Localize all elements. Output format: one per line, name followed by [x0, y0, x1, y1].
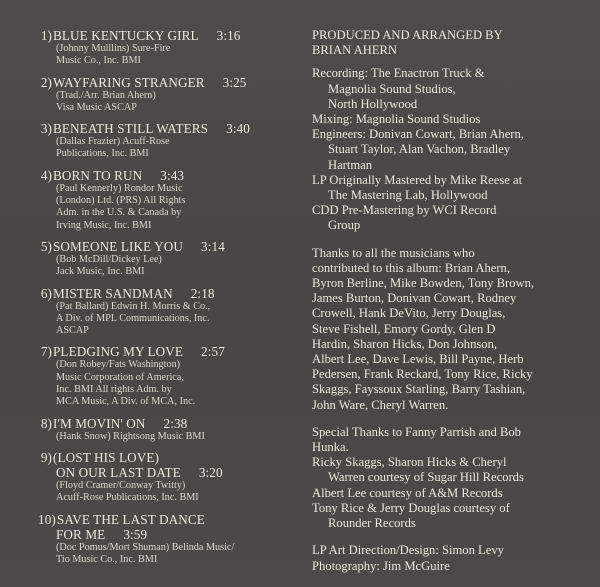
mixing-line: Mixing: Magnolia Sound Studios — [312, 112, 481, 127]
track-item — [38, 168, 300, 232]
track-credit-line: Irving Music, Inc. BMI — [56, 219, 152, 231]
track-title: PLEDGING MY LOVE — [53, 344, 184, 360]
track-heading — [38, 344, 300, 359]
track-credit-line: Acuff-Rose Publications, Inc. BMI — [56, 492, 199, 504]
track-credit-line: A Div. of MPL Communications, Inc. — [56, 312, 210, 324]
thanks-line: Byron Berline, Mike Bowden, Tony Brown, — [312, 276, 535, 291]
track-credit-line: MCA Music, A Div. of MCA, Inc. — [56, 396, 196, 408]
track-item — [38, 121, 300, 161]
track-item — [38, 416, 300, 443]
recording-block — [312, 66, 592, 112]
track-heading — [38, 416, 300, 431]
thanks-line: contributed to this album: Brian Ahern, — [312, 260, 510, 275]
track-title: SOMEONE LIKE YOU — [53, 238, 184, 254]
track-number: 2) — [40, 74, 52, 90]
track-credit-line: (Floyd Cramer/Conway Twitty) — [56, 479, 186, 491]
recording-line: North Hollywood — [328, 96, 418, 111]
thanks-line: Albert Lee, Dave Lewis, Bill Payne, Herb — [312, 352, 524, 367]
track-number: 4) — [40, 167, 52, 183]
track-credit-line: (Pat Ballard) Edwin H. Morris & Co., — [56, 300, 211, 312]
track-list — [38, 28, 300, 573]
thanks-line: Hardin, Sharon Hicks, Don Johnson, — [312, 336, 498, 351]
engineers-line: Engineers: Donivan Cowart, Brian Ahern, — [312, 127, 524, 142]
track-number: 8) — [40, 415, 52, 431]
track-heading — [38, 121, 300, 136]
track-title: SAVE THE LAST DANCE — [56, 511, 205, 527]
track-number: 9) — [40, 449, 52, 465]
track-title: BORN TO RUN — [53, 167, 143, 183]
track-credit-line: Tio Music Co., Inc. BMI — [56, 553, 158, 565]
thanks-line: Crowell, Hank DeVito, Jerry Douglas, — [312, 306, 506, 321]
track-credit-line: Inc. BMI All rights Adm. by — [56, 384, 172, 396]
track-duration: 2:18 — [190, 285, 215, 301]
thanks-line: Steve Fishell, Emory Gordy, Glen D — [312, 321, 496, 336]
track-heading — [38, 450, 300, 465]
courtesy-block — [312, 455, 592, 531]
track-duration: 3:59 — [123, 526, 148, 542]
track-duration: 3:40 — [226, 121, 250, 137]
track-credit-line: Adm. in the U.S. & Canada by — [56, 207, 182, 219]
track-item — [38, 512, 300, 567]
track-duration: 3:43 — [160, 167, 185, 183]
track-number: 7) — [40, 344, 52, 360]
track-heading — [38, 512, 300, 527]
photography-line: Photography: Jim McGuire — [312, 558, 450, 573]
recording-line: Recording: The Enactron Truck & — [312, 66, 485, 81]
track-item — [38, 28, 300, 68]
track-heading — [38, 28, 300, 43]
track-heading-continued — [38, 527, 300, 542]
recording-line: Magnolia Sound Studios, — [328, 81, 456, 96]
track-title: (LOST HIS LOVE) — [53, 449, 160, 465]
cdd-line: CDD Pre-Mastering by WCI Record — [312, 203, 497, 218]
track-credit-line: (London) Ltd. (PRS) All Rights — [56, 195, 186, 207]
track-title: I'M MOVIN' ON — [53, 415, 146, 431]
track-heading — [38, 168, 300, 183]
track-duration: 2:38 — [163, 415, 188, 431]
track-item — [38, 344, 300, 408]
track-duration: 3:20 — [198, 464, 223, 480]
credits-column — [312, 28, 592, 574]
track-item — [38, 450, 300, 505]
track-title: WAYFARING STRANGER — [53, 74, 205, 90]
thanks-line: John Ware, Cheryl Warren. — [312, 397, 449, 412]
track-number: 1) — [40, 28, 52, 43]
courtesy-line: Warren courtesy of Sugar Hill Records — [328, 470, 524, 485]
track-item — [38, 286, 300, 338]
track-title: BLUE KENTUCKY GIRL — [53, 28, 199, 43]
engineers-line: Stuart Taylor, Alan Vachon, Bradley — [328, 142, 511, 157]
track-credit-line: Music Corporation of America, — [56, 371, 184, 383]
track-credit-line: Jack Music, Inc. BMI — [56, 266, 145, 278]
track-credit-line: (Paul Kennerly) Rondor Music — [56, 182, 183, 194]
track-number: 6) — [40, 285, 52, 301]
mixing-block — [312, 112, 592, 127]
track-credit-line: (Bob McDill/Dickey Lee) — [56, 253, 162, 265]
courtesy-line: Albert Lee courtesy of A&M Records — [312, 485, 503, 500]
courtesy-line: Rounder Records — [328, 516, 416, 531]
thanks-line: Thanks to all the musicians who — [312, 245, 475, 260]
track-credit-line: (Don Robey/Fats Washington) — [56, 359, 181, 371]
track-duration: 3:25 — [222, 74, 247, 90]
track-duration: 3:16 — [216, 28, 241, 43]
mastered-line: The Mastering Lab, Hollywood — [328, 188, 488, 203]
thanks-line: Pedersen, Frank Reckard, Tony Rice, Ricky — [312, 367, 533, 382]
cdd-block — [312, 203, 592, 233]
track-credit-line: Visa Music ASCAP — [56, 101, 137, 113]
track-credit-line: (Johnny Mulllins) Sure-Fire — [56, 43, 171, 54]
track-credit-line: (Doc Pomus/Mort Shuman) Belinda Music/ — [56, 541, 235, 553]
track-title-line2: FOR ME — [56, 526, 106, 542]
track-number: 10) — [38, 511, 56, 527]
track-credit-line: ASCAP — [56, 325, 89, 337]
special-thanks-block — [312, 425, 592, 455]
courtesy-line: Ricky Skaggs, Sharon Hicks & Cheryl — [312, 455, 507, 470]
track-duration: 2:57 — [201, 344, 225, 360]
mastered-block — [312, 173, 592, 203]
produced-line: BRIAN AHERN — [312, 43, 398, 58]
produced-block — [312, 28, 592, 58]
engineers-line: Hartman — [328, 157, 373, 172]
track-item — [38, 239, 300, 279]
track-heading-continued — [38, 465, 300, 480]
track-number: 3) — [40, 121, 52, 137]
special-thanks-line: Special Thanks to Fanny Parrish and Bob — [312, 424, 521, 439]
courtesy-line: Tony Rice & Jerry Douglas courtesy of — [312, 500, 510, 515]
track-title: BENEATH STILL WATERS — [53, 121, 209, 137]
thanks-line: James Burton, Donivan Cowart, Rodney — [312, 291, 517, 306]
track-credit-line: Music Co., Inc. BMI — [56, 55, 141, 67]
thanks-block — [312, 246, 592, 413]
track-credit-line: (Hank Snow) Rightsong Music BMI — [56, 430, 205, 442]
track-item — [38, 75, 300, 115]
mastered-line: LP Originally Mastered by Mike Reese at — [312, 172, 523, 187]
track-credit-line: (Dallas Frazier) Acuff-Rose — [56, 136, 170, 148]
track-heading — [38, 239, 300, 254]
track-credit-line: Publications, Inc. BMI — [56, 148, 149, 160]
track-title: MISTER SANDMAN — [53, 285, 173, 301]
track-credit-line: (Trad./Arr. Brian Ahern) — [56, 89, 156, 101]
track-heading — [38, 75, 300, 90]
track-heading — [38, 286, 300, 301]
engineers-block — [312, 127, 592, 173]
cdd-line: Group — [328, 218, 361, 233]
art-direction-line: LP Art Direction/Design: Simon Levy — [312, 543, 504, 558]
track-duration: 3:14 — [201, 238, 225, 254]
produced-line: PRODUCED AND ARRANGED BY — [312, 28, 503, 42]
special-thanks-line: Hunka. — [312, 440, 349, 455]
art-credits-block — [312, 543, 592, 573]
track-number: 5) — [40, 238, 52, 254]
thanks-line: Skaggs, Fayssoux Starling, Barry Tashian, — [312, 382, 526, 397]
track-title-line2: ON OUR LAST DATE — [56, 464, 181, 480]
